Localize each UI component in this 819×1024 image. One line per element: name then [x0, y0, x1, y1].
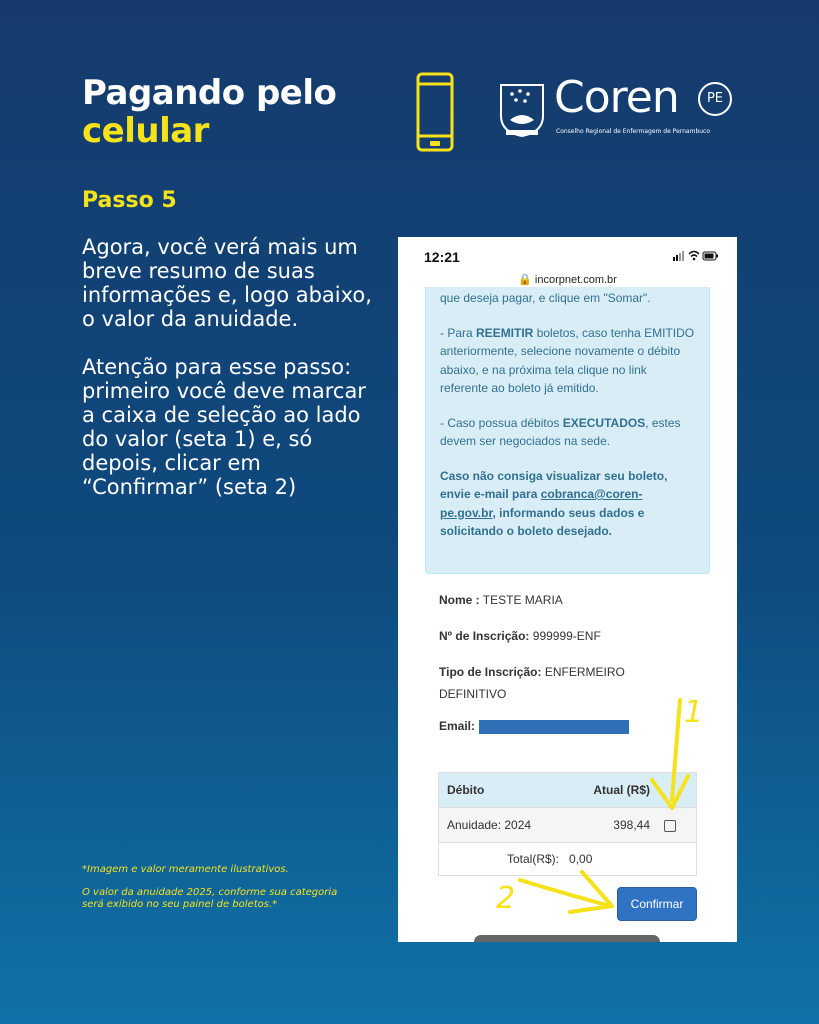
table-header: [439, 773, 696, 808]
debt-table: [438, 772, 697, 876]
footnote: [82, 864, 352, 922]
coren-crest-icon: [498, 82, 546, 138]
field-tipo: Tipo de Inscrição: ENFERMEIRO DEFINITIVO: [439, 665, 625, 701]
phone-screenshot: [398, 237, 737, 942]
row-debito: Anuidade: 2024: [447, 818, 532, 832]
debt-checkbox[interactable]: [664, 820, 676, 832]
table-total-row: [439, 843, 696, 875]
address-bar[interactable]: [398, 273, 737, 286]
field-inscricao: Nº de Inscrição: 999999-ENF: [439, 629, 601, 643]
footnote-line-1: *Imagem e valor meramente ilustrativos.: [82, 864, 289, 875]
total-text: Total(R$): 0,00: [507, 852, 593, 866]
info-paragraph-1: que deseja pagar, e clique em "Somar".: [440, 291, 651, 305]
status-icons: [673, 250, 719, 264]
info-alert: [425, 287, 710, 574]
bottom-toolbar-pill: [474, 935, 660, 942]
footnote-line-2: O valor da anuidade 2025, conforme sua categoria será exibido no seu painel de boletos.*: [82, 887, 338, 910]
header-title: [82, 74, 336, 150]
step-title: Passo 5: [82, 188, 177, 213]
lock-icon: 🔒: [518, 274, 532, 286]
confirm-button[interactable]: Confirmar: [617, 887, 697, 921]
info-paragraph-2: - Para REEMITIR boletos, caso tenha EMITIDO anteriormente, selecione novamente o débito abaixo, e na próxima tela clique no link referente ao boleto já emitido.: [440, 325, 695, 395]
coren-logo: [498, 72, 738, 142]
instructions: [82, 235, 382, 523]
table-row: [439, 808, 696, 843]
info-paragraph-4: Caso não consiga visualizar seu boleto, envie e-mail para cobranca@coren-pe.gov.br, informando seus dados e solicitando o boleto desejado.: [440, 468, 668, 538]
signal-wifi-battery-icon: [673, 250, 719, 261]
field-nome: Nome : TESTE MARIA: [439, 593, 563, 607]
arrow-2-label: 2: [496, 881, 516, 916]
col-debito: Débito: [447, 783, 485, 797]
logo-badge: PE: [698, 82, 732, 116]
info-paragraph-3: - Caso possua débitos EXECUTADOS, estes devem ser negociados na sede.: [440, 415, 681, 448]
status-bar: [398, 237, 737, 267]
title-line-2: celular: [82, 111, 209, 151]
field-email: Email:: [439, 715, 629, 737]
logo-subtitle: Conselho Regional de Enfermagem de Pernambuco: [556, 128, 711, 135]
title-line-1: Pagando pelo: [82, 73, 337, 113]
email-link[interactable]: cobranca@coren-pe.gov.br: [440, 487, 643, 520]
instruction-paragraph-1: Agora, você verá mais um breve resumo de suas informações e, logo abaixo, o valor da anuidade.: [82, 235, 372, 331]
url-text: incorpnet.com.br: [534, 274, 617, 286]
row-valor: 398,44: [613, 818, 650, 832]
logo-wordmark: Coren: [554, 72, 679, 123]
status-time: 12:21: [424, 249, 460, 265]
col-atual: Atual (R$): [593, 783, 650, 797]
instruction-paragraph-2: Atenção para esse passo: primeiro você deve marcar a caixa de seleção ao lado do valor (seta 1) e, só depois, clicar em “Confirmar” (seta 2): [82, 355, 366, 499]
smartphone-icon: [416, 72, 454, 152]
email-redacted: [479, 720, 629, 734]
arrow-1-label: 1: [684, 695, 704, 730]
